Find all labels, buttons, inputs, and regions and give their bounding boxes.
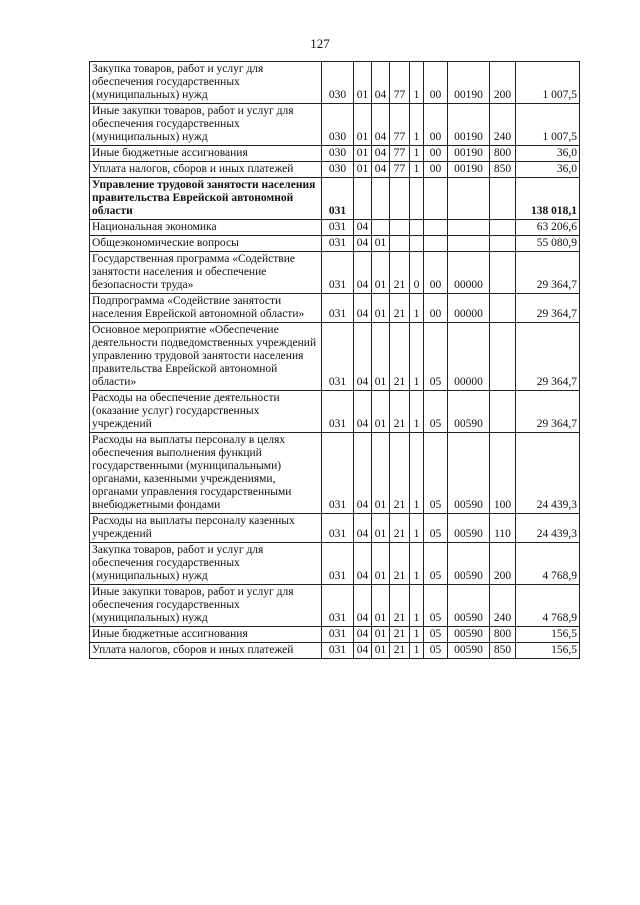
amount: 55 080,9	[516, 236, 580, 252]
expense-direction-code: 00190	[448, 146, 490, 162]
expense-type-code: 240	[490, 104, 516, 146]
table-row	[90, 543, 580, 585]
table-row	[90, 162, 580, 178]
department-code: 031	[322, 220, 354, 236]
expense-direction-code: 00000	[448, 252, 490, 294]
amount: 29 364,7	[516, 252, 580, 294]
program-code: 21	[390, 391, 410, 433]
budget-item-name: Расходы на обеспечение деятельности (оказание услуг) государственных учреждений	[90, 391, 322, 433]
activity-code: 05	[424, 543, 448, 585]
subsection-code: 01	[372, 627, 390, 643]
budget-item-name: Основное мероприятие «Обеспечение деятельности подведомственных учреждений управлению трудовой занятости населения правительства Еврейской автономной области»	[90, 323, 322, 391]
activity-code: 05	[424, 391, 448, 433]
activity-code: 00	[424, 146, 448, 162]
table-row	[90, 627, 580, 643]
subsection-code	[372, 220, 390, 236]
expense-direction-code	[448, 236, 490, 252]
activity-code	[424, 220, 448, 236]
subprogram-code: 1	[410, 323, 424, 391]
subsection-code: 04	[372, 146, 390, 162]
amount: 24 439,3	[516, 514, 580, 543]
program-code: 21	[390, 294, 410, 323]
table-row	[90, 323, 580, 391]
subsection-code: 01	[372, 323, 390, 391]
subsection-code: 01	[372, 643, 390, 659]
program-code: 77	[390, 146, 410, 162]
department-code: 030	[322, 104, 354, 146]
budget-item-name: Закупка товаров, работ и услуг для обеспечения государственных (муниципальных) нужд	[90, 543, 322, 585]
expense-type-code	[490, 294, 516, 323]
expense-type-code: 800	[490, 627, 516, 643]
budget-item-name: Уплата налогов, сборов и иных платежей	[90, 643, 322, 659]
subprogram-code: 1	[410, 62, 424, 104]
program-code	[390, 236, 410, 252]
activity-code: 00	[424, 252, 448, 294]
subprogram-code: 1	[410, 391, 424, 433]
department-code: 031	[322, 294, 354, 323]
subprogram-code: 1	[410, 294, 424, 323]
activity-code	[424, 178, 448, 220]
expense-type-code: 800	[490, 146, 516, 162]
subprogram-code: 1	[410, 514, 424, 543]
activity-code: 05	[424, 323, 448, 391]
department-code: 031	[322, 585, 354, 627]
activity-code: 00	[424, 104, 448, 146]
department-code: 031	[322, 178, 354, 220]
table-row	[90, 643, 580, 659]
expense-direction-code: 00590	[448, 643, 490, 659]
program-code: 77	[390, 162, 410, 178]
subsection-code: 04	[372, 62, 390, 104]
budget-item-name: Национальная экономика	[90, 220, 322, 236]
section-code	[354, 178, 372, 220]
section-code: 04	[354, 323, 372, 391]
expense-direction-code: 00590	[448, 585, 490, 627]
program-code	[390, 178, 410, 220]
section-code: 04	[354, 220, 372, 236]
amount: 29 364,7	[516, 391, 580, 433]
subsection-code: 04	[372, 104, 390, 146]
budget-item-name: Государственная программа «Содействие занятости населения и обеспечение безопасности труда»	[90, 252, 322, 294]
department-code: 031	[322, 514, 354, 543]
activity-code: 05	[424, 643, 448, 659]
program-code: 77	[390, 104, 410, 146]
program-code: 21	[390, 543, 410, 585]
expense-type-code: 850	[490, 162, 516, 178]
subprogram-code: 0	[410, 252, 424, 294]
table-row	[90, 585, 580, 627]
program-code	[390, 220, 410, 236]
program-code: 21	[390, 627, 410, 643]
section-code: 01	[354, 146, 372, 162]
table-row	[90, 433, 580, 514]
section-code: 04	[354, 294, 372, 323]
subsection-code: 01	[372, 543, 390, 585]
department-code: 030	[322, 62, 354, 104]
department-code: 031	[322, 236, 354, 252]
expense-direction-code: 00190	[448, 104, 490, 146]
subprogram-code: 1	[410, 146, 424, 162]
expense-type-code: 200	[490, 62, 516, 104]
subprogram-code: 1	[410, 627, 424, 643]
expense-direction-code: 00590	[448, 627, 490, 643]
expense-type-code	[490, 252, 516, 294]
subprogram-code: 1	[410, 585, 424, 627]
subsection-code: 01	[372, 514, 390, 543]
amount: 4 768,9	[516, 585, 580, 627]
subprogram-code: 1	[410, 162, 424, 178]
expense-type-code: 110	[490, 514, 516, 543]
amount: 156,5	[516, 643, 580, 659]
budget-item-name: Уплата налогов, сборов и иных платежей	[90, 162, 322, 178]
expense-type-code: 850	[490, 643, 516, 659]
budget-item-name: Закупка товаров, работ и услуг для обеспечения государственных (муниципальных) нужд	[90, 62, 322, 104]
budget-item-name: Расходы на выплаты персоналу в целях обеспечения выполнения функций государственными (муниципальными) органами, казенными учреждениями, органами управления государственными внебюджетными фондами	[90, 433, 322, 514]
amount: 36,0	[516, 162, 580, 178]
table-row	[90, 391, 580, 433]
amount: 156,5	[516, 627, 580, 643]
table-row	[90, 146, 580, 162]
subsection-code	[372, 178, 390, 220]
amount: 29 364,7	[516, 323, 580, 391]
section-code: 04	[354, 236, 372, 252]
department-code: 030	[322, 162, 354, 178]
expense-direction-code: 00000	[448, 294, 490, 323]
expense-type-code	[490, 178, 516, 220]
subsection-code: 01	[372, 585, 390, 627]
table-row	[90, 294, 580, 323]
table-row	[90, 178, 580, 220]
expense-direction-code: 00590	[448, 433, 490, 514]
amount: 36,0	[516, 146, 580, 162]
budget-item-name: Иные закупки товаров, работ и услуг для обеспечения государственных (муниципальных) нужд	[90, 104, 322, 146]
expense-direction-code: 00590	[448, 543, 490, 585]
expense-direction-code: 00190	[448, 162, 490, 178]
expense-type-code: 200	[490, 543, 516, 585]
subprogram-code: 1	[410, 643, 424, 659]
amount: 24 439,3	[516, 433, 580, 514]
page-number: 127	[310, 36, 330, 51]
program-code: 77	[390, 62, 410, 104]
section-code: 04	[354, 643, 372, 659]
budget-item-name: Иные бюджетные ассигнования	[90, 627, 322, 643]
expense-direction-code: 00590	[448, 391, 490, 433]
activity-code: 05	[424, 627, 448, 643]
section-code: 04	[354, 585, 372, 627]
activity-code: 05	[424, 433, 448, 514]
table-row	[90, 104, 580, 146]
expense-direction-code: 00190	[448, 62, 490, 104]
subsection-code: 01	[372, 391, 390, 433]
section-code: 04	[354, 391, 372, 433]
program-code: 21	[390, 643, 410, 659]
section-code: 01	[354, 162, 372, 178]
section-code: 04	[354, 627, 372, 643]
program-code: 21	[390, 323, 410, 391]
subprogram-code	[410, 178, 424, 220]
department-code: 031	[322, 433, 354, 514]
subsection-code: 01	[372, 236, 390, 252]
department-code: 031	[322, 643, 354, 659]
section-code: 04	[354, 543, 372, 585]
subprogram-code: 1	[410, 433, 424, 514]
subprogram-code: 1	[410, 543, 424, 585]
section-code: 04	[354, 252, 372, 294]
activity-code	[424, 236, 448, 252]
expense-direction-code	[448, 220, 490, 236]
activity-code: 00	[424, 62, 448, 104]
department-code: 031	[322, 323, 354, 391]
amount: 4 768,9	[516, 543, 580, 585]
program-code: 21	[390, 514, 410, 543]
amount: 63 206,6	[516, 220, 580, 236]
budget-table	[89, 61, 580, 659]
budget-item-name: Общеэкономические вопросы	[90, 236, 322, 252]
activity-code: 05	[424, 585, 448, 627]
expense-type-code	[490, 236, 516, 252]
budget-item-name: Иные бюджетные ассигнования	[90, 146, 322, 162]
subprogram-code	[410, 220, 424, 236]
activity-code: 00	[424, 162, 448, 178]
subsection-code: 01	[372, 252, 390, 294]
program-code: 21	[390, 585, 410, 627]
activity-code: 00	[424, 294, 448, 323]
expense-type-code	[490, 220, 516, 236]
budget-item-name: Иные закупки товаров, работ и услуг для обеспечения государственных (муниципальных) нужд	[90, 585, 322, 627]
subprogram-code	[410, 236, 424, 252]
expense-direction-code: 00590	[448, 514, 490, 543]
department-code: 031	[322, 391, 354, 433]
budget-item-name: Расходы на выплаты персоналу казенных учреждений	[90, 514, 322, 543]
department-code: 030	[322, 146, 354, 162]
expense-type-code: 240	[490, 585, 516, 627]
department-code: 031	[322, 543, 354, 585]
table-row	[90, 220, 580, 236]
amount: 138 018,1	[516, 178, 580, 220]
section-code: 01	[354, 62, 372, 104]
amount: 1 007,5	[516, 104, 580, 146]
budget-item-name: Управление трудовой занятости населения правительства Еврейской автономной области	[90, 178, 322, 220]
amount: 29 364,7	[516, 294, 580, 323]
program-code: 21	[390, 433, 410, 514]
table-row	[90, 236, 580, 252]
expense-type-code	[490, 391, 516, 433]
subsection-code: 01	[372, 294, 390, 323]
subsection-code: 01	[372, 433, 390, 514]
department-code: 031	[322, 252, 354, 294]
table-row	[90, 514, 580, 543]
amount: 1 007,5	[516, 62, 580, 104]
section-code: 04	[354, 433, 372, 514]
table-row	[90, 252, 580, 294]
section-code: 01	[354, 104, 372, 146]
subsection-code: 04	[372, 162, 390, 178]
table-row	[90, 62, 580, 104]
program-code: 21	[390, 252, 410, 294]
expense-type-code	[490, 323, 516, 391]
subprogram-code: 1	[410, 104, 424, 146]
activity-code: 05	[424, 514, 448, 543]
expense-direction-code: 00000	[448, 323, 490, 391]
section-code: 04	[354, 514, 372, 543]
expense-type-code: 100	[490, 433, 516, 514]
department-code: 031	[322, 627, 354, 643]
budget-item-name: Подпрограмма «Содействие занятости населения Еврейской автономной области»	[90, 294, 322, 323]
expense-direction-code	[448, 178, 490, 220]
